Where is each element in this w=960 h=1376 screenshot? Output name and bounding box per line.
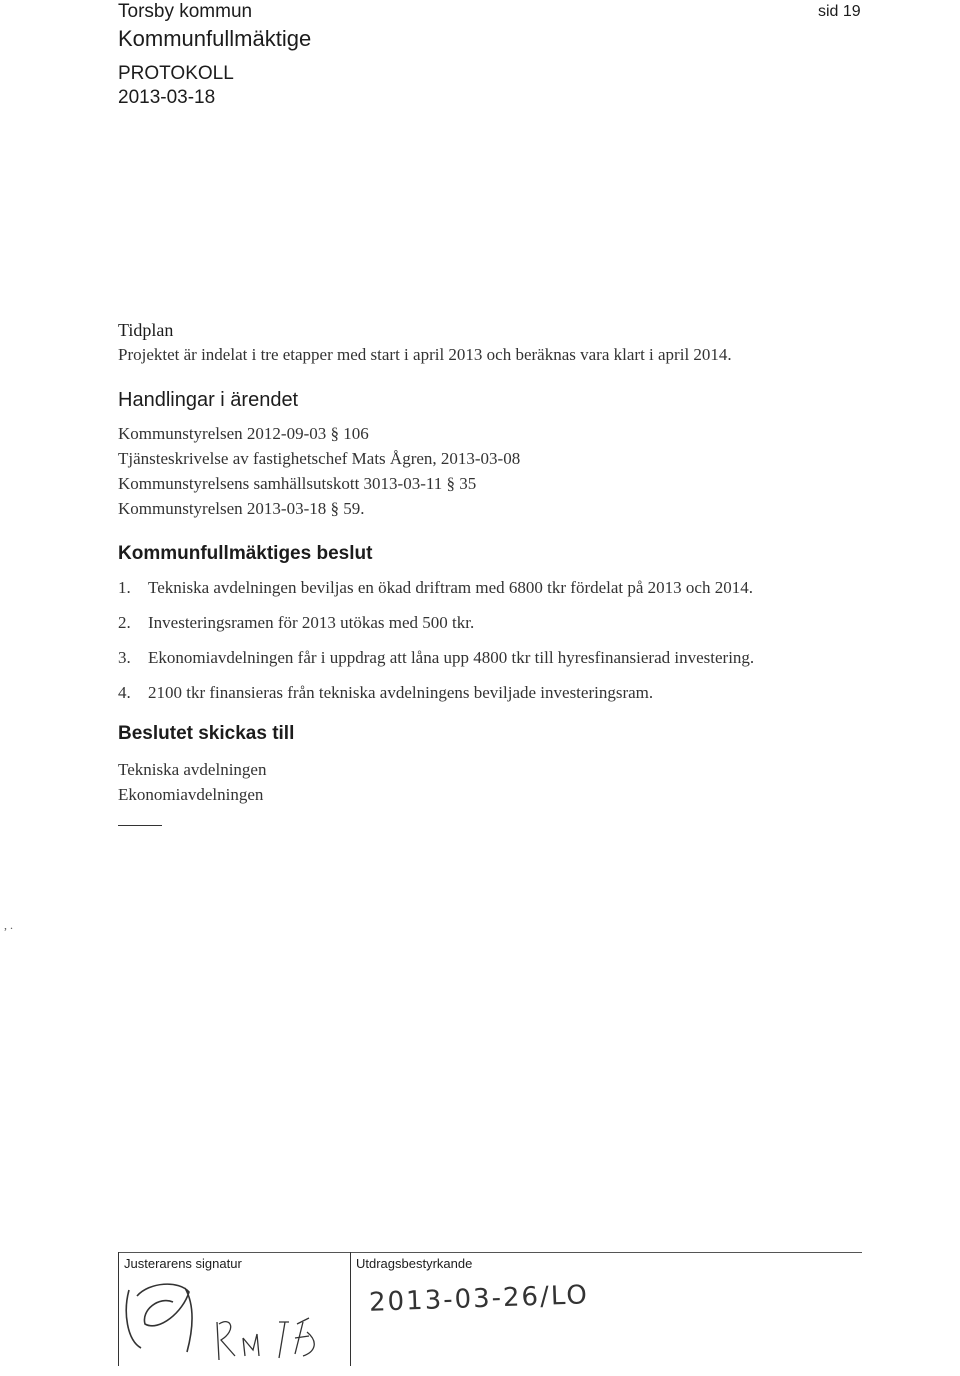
skickas-heading: Beslutet skickas till [118, 723, 295, 744]
justerare-box [118, 1252, 351, 1366]
justerare-signature [119, 1252, 351, 1366]
handlingar-heading: Handlingar i ärendet [118, 389, 299, 411]
handling-item: Kommunstyrelsen 2012-09-03 § 106 [118, 424, 369, 443]
beslut-item-text: Investeringsramen för 2013 utökas med 500 tkr. [148, 613, 475, 632]
tidplan-heading: Tidplan [118, 320, 174, 340]
end-rule [118, 825, 162, 826]
assembly-name: Kommunfullmäktige [118, 26, 312, 51]
tidplan-section [118, 318, 858, 367]
beslut-item-text: 2100 tkr finansieras från tekniska avdelningens beviljade investeringsram. [148, 683, 654, 702]
utdrag-label: Utdragsbestyrkande [356, 1256, 473, 1271]
beslut-item-number: 3. [118, 648, 131, 667]
stray-marks: , . [4, 918, 13, 932]
page-number: sid 19 [818, 3, 861, 20]
beslut-item-number: 4. [118, 683, 131, 702]
handling-item: Kommunstyrelsens samhällsutskott 3013-03-11 § 35 [118, 474, 477, 493]
document-header [118, 0, 311, 110]
utdrag-box [350, 1252, 863, 1366]
document-type: PROTOKOLL [118, 63, 234, 84]
beslut-item-number: 1. [118, 578, 131, 597]
tidplan-text: Projektet är indelat i tre etapper med start i april 2013 och beräknas vara klart i april 2014. [118, 345, 732, 364]
beslut-item-text: Tekniska avdelningen beviljas en ökad driftram med 6800 tkr fördelat på 2013 och 2014. [148, 578, 753, 597]
justerare-label: Justerarens signatur [124, 1256, 242, 1271]
meeting-date: 2013-03-18 [118, 87, 216, 108]
beslut-item [118, 575, 858, 600]
recipient-item: Tekniska avdelningen [118, 760, 267, 779]
skickas-section [118, 721, 858, 826]
handling-item: Tjänsteskrivelse av fastighetschef Mats Ågren, 2013-03-08 [118, 449, 521, 468]
handling-item: Kommunstyrelsen 2013-03-18 § 59. [118, 499, 365, 518]
recipient-item: Ekonomiavdelningen [118, 785, 264, 804]
utdrag-handwritten-date: 2013-03-26/LO [368, 1280, 590, 1318]
signature-footer [118, 1252, 862, 1366]
beslut-item-text: Ekonomiavdelningen får i uppdrag att låna upp 4800 tkr till hyresfinansierad investering. [148, 648, 755, 667]
beslut-item [118, 610, 858, 635]
beslut-item [118, 680, 858, 705]
beslut-section [118, 541, 858, 705]
municipality-name: Torsby kommun [118, 1, 253, 22]
beslut-heading: Kommunfullmäktiges beslut [118, 543, 373, 564]
beslut-item [118, 645, 858, 670]
document-body [118, 318, 858, 826]
beslut-item-number: 2. [118, 613, 131, 632]
handlingar-section [118, 387, 858, 521]
beslut-list [118, 575, 858, 705]
